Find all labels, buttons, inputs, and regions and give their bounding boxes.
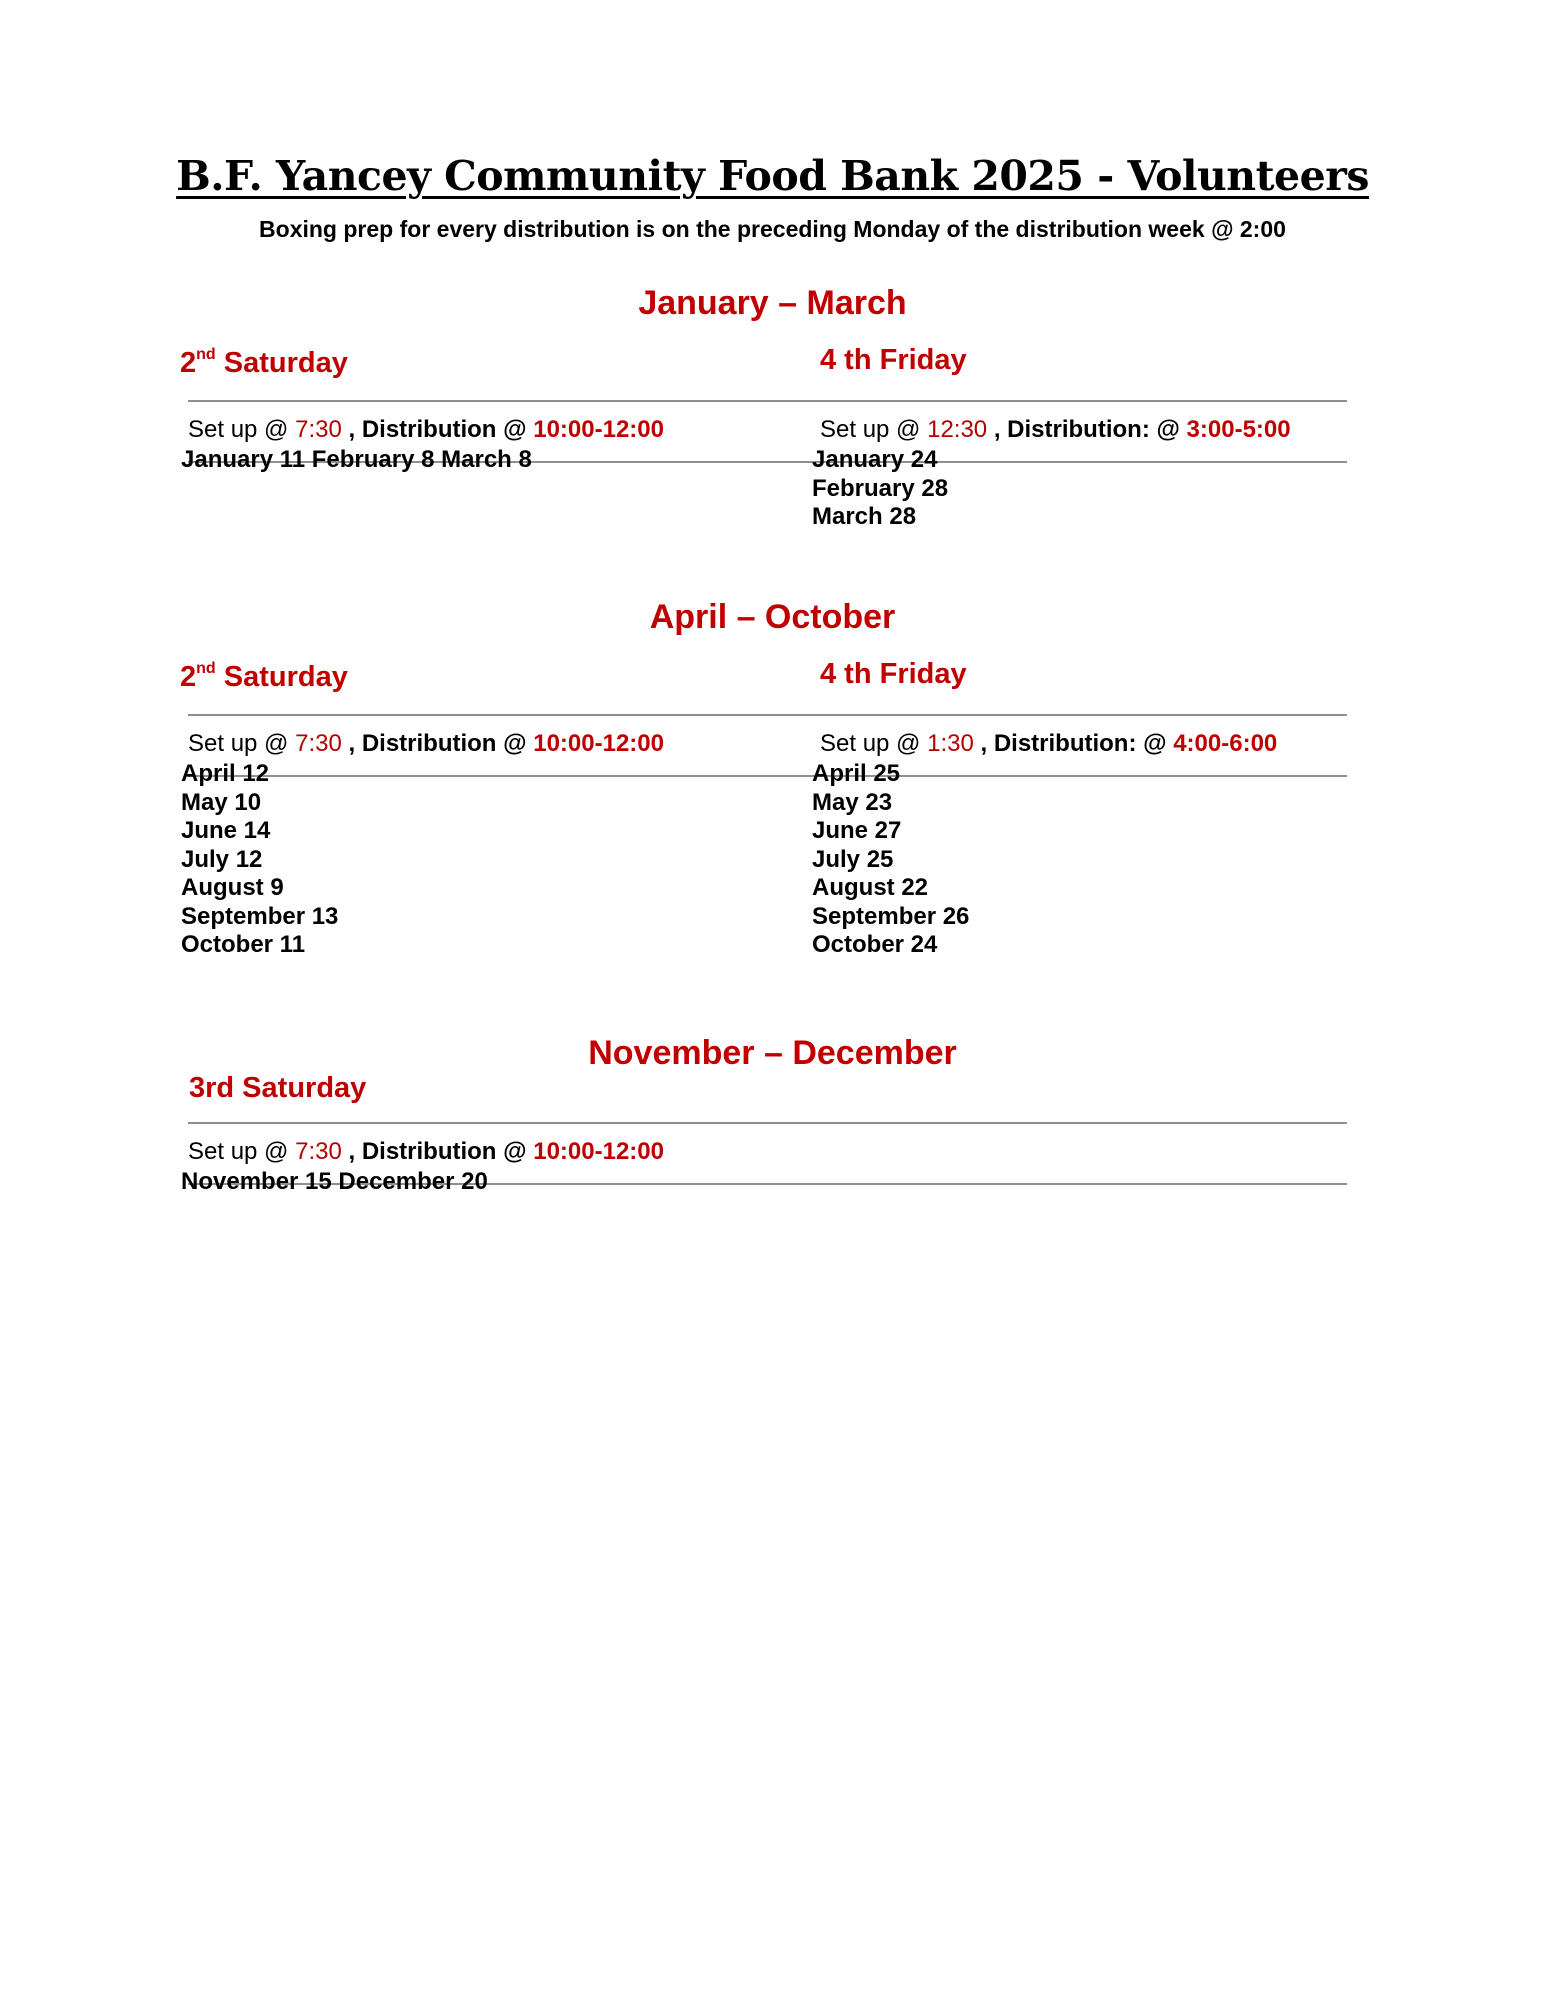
date-item: January 24 [812,446,938,473]
date-item: January 11 February 8 March 8 [181,446,532,473]
schedule-line: Set up @ 12:30 , Distribution: @ 3:00-5:00 [820,416,1291,443]
date-list [812,760,969,960]
day-label-2nd-saturday: 2nd Saturday [180,660,348,693]
date-item: February 28 [812,474,949,502]
date-item: October 11 [181,931,306,958]
divider [188,1122,1347,1124]
date-item: August 9 [181,874,284,901]
schedule-line: Set up @ 7:30 , Distribution @ 10:00-12:00 [188,416,664,443]
day-label-3rd-saturday: 3rd Saturday [189,1072,367,1104]
divider [188,775,1347,777]
divider [188,714,1347,716]
day-label-2nd-saturday: 2nd Saturday [180,346,348,379]
section-title-jan-mar: January – March [638,284,907,322]
page-subtitle: Boxing prep for every distribution is on the preceding Monday of the distribution week @ 2:00 [259,216,1286,242]
day-label-4th-friday: 4 th Friday [820,658,967,690]
divider [188,400,1347,402]
schedule-line: Set up @ 7:30 , Distribution @ 10:00-12:00 [188,730,664,757]
date-list [181,760,338,960]
date-item: September 13 [181,902,339,930]
date-item: April 12 [181,760,270,787]
date-item: August 22 [812,874,929,901]
date-item: July 25 [812,845,894,873]
date-item: October 24 [812,931,938,958]
date-item: September 26 [812,902,970,930]
date-list [181,446,532,475]
date-item: March 28 [812,503,917,530]
schedule-line: Set up @ 7:30 , Distribution @ 10:00-12:00 [188,1138,664,1165]
date-list [812,446,948,532]
page-title: B.F. Yancey Community Food Bank 2025 - Volunteers [176,152,1369,200]
date-item: April 25 [812,760,901,787]
date-item: June 14 [181,817,271,844]
day-label-4th-friday: 4 th Friday [820,344,967,376]
section-title-apr-oct: April – October [649,598,896,636]
date-item: June 27 [812,817,902,844]
date-list [181,1168,488,1197]
date-item: July 12 [181,845,263,873]
schedule-line: Set up @ 1:30 , Distribution: @ 4:00-6:00 [820,730,1278,757]
date-item: November 15 December 20 [181,1168,488,1195]
date-item: May 10 [181,788,262,816]
date-item: May 23 [812,788,893,816]
section-title-nov-dec: November – December [588,1034,957,1072]
